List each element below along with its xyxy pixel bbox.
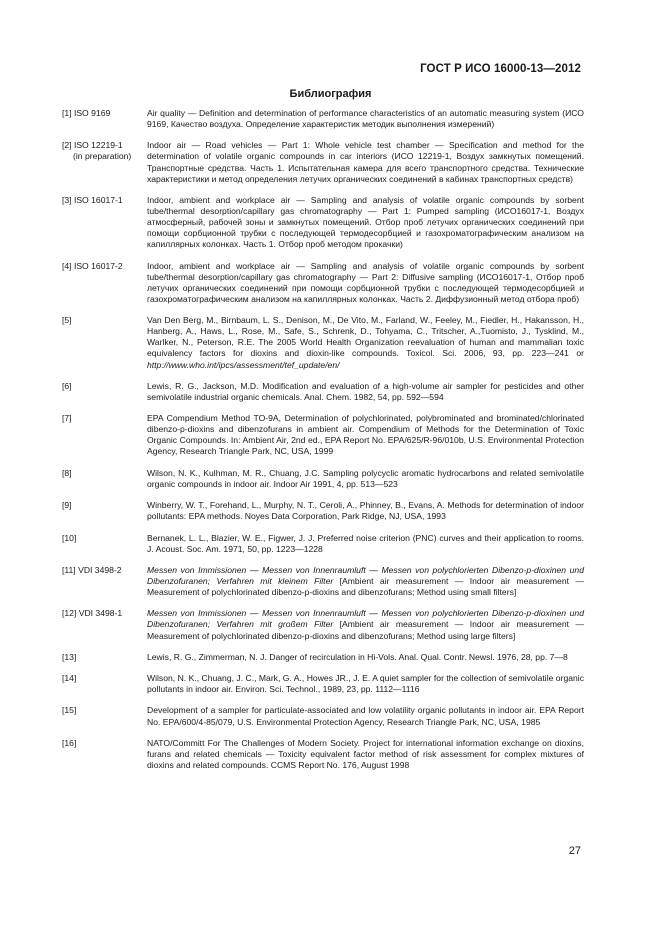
reference-text: Indoor air — Road vehicles — Part 1: Whole vehicle test chamber — Specification and method for the determination of volatile organic compounds in car interiors (ИСО 12219-1, Воздух замкнутых помещений. Транспортные средства. Часть 1. Испытательная камера для всего транспортного средства. Технические характеристики и метод определения летучих органических соединений в кабинах транспортных средств) <box>147 140 584 184</box>
page-number: 27 <box>568 845 581 857</box>
reference-italic-title: Messen von Immissionen — Messen von Innenraumluft — Messen von polychlorierten Dibenzo-p-dioxinen und Dibenzofuranen; Verfahren mit kleinem Filter <box>147 564 584 586</box>
reference-item <box>62 468 584 490</box>
reference-url-link[interactable]: http://www.who.int/ipcs/assessment/tef_update/en/ <box>147 359 340 370</box>
reference-italic-title: Messen von Immissionen — Messen von Innenraumluft — Messen von polychlorierten Dibenzo-p-dioxinen und Dibenzofuranen; Verfahren mit großem Filter <box>147 608 584 630</box>
reference-label: [4] ISO 16017-2 <box>62 260 123 271</box>
reference-item <box>62 195 584 250</box>
reference-item <box>62 108 584 130</box>
reference-item <box>62 140 584 184</box>
reference-label <box>62 140 147 184</box>
reference-text: Development of a sampler for particulate-associated and low volatility organic pollutants in indoor air. EPA Report No. EPA/600/4-85/079, U.S. Environmental Protection Agency, Research Triangle Park, NC, USA, 1985 <box>147 705 584 727</box>
reference-label-note: (in preparation) <box>73 151 132 162</box>
reference-label: [15] <box>62 705 77 716</box>
reference-label: [9] <box>62 500 72 511</box>
reference-label: [6] <box>62 380 72 391</box>
reference-text: Winberry, W. T., Forehand, L., Murphy, N. T., Ceroli, A., Phinney, B., Evans, A. Methods for determination of indoor pollutants: EPA methods. Noyes Data Corporation, Park Ridge, NJ, USA, 1993 <box>147 500 584 522</box>
reference-text: EPA Compendium Method TO-9A, Determination of polychlorinated, polybrominated and brominated/chlorinated dibenzo-p-dioxins and dibenzofurans in ambient air. Compendium of Methods for the Determination of Toxic Organic Compounds. In: Ambient Air, 2nd ed., EPA Report No. EPA/625/R-96/010b, U.S. Environmental Protection Agency, Research Triangle Park, NC, USA, 1999 <box>147 413 584 457</box>
reference-label-main: [2] ISO 12219-1 <box>62 140 123 151</box>
reference-label: [3] ISO 16017-1 <box>62 194 123 205</box>
reference-item <box>62 705 584 727</box>
section-title: Библиография <box>289 88 372 100</box>
reference-item <box>62 608 584 641</box>
reference-body: [Ambient air measurement — Indoor air measurement — Measurement of polychlorinated dibenzo-p-dioxins and dibenzofurans; Method using small filters] <box>147 575 584 598</box>
reference-label: [10] <box>62 532 77 543</box>
reference-item <box>62 381 584 403</box>
reference-item <box>62 738 584 771</box>
reference-body: Van Den Berg, M., Birnbaum, L. S., Denison, M., De Vito, M., Farland, W., Feeley, M., Fiedler, H., Hakansson, H., Hanberg, A., Haws, L., Rose, M., Safe, S., Schrenk, D., Tohyama, C., Tritscher, A.,Tuomisto, J., Tysklind, M., Warlker, N., Peterson, R.E. The 2005 World Health Organization reevaluation of human and mammalian toxic equivalency factors for dioxins and dioxin-like compounds. Toxicol. Sci. 2006, 93, pp. 223—241 or <box>147 315 584 359</box>
reference-body: [Ambient air measurement — Indoor air measurement — Measurement of polychlorinated dibenzo-p-dioxins and dibenzofurans; Method using large filters] <box>147 619 584 641</box>
reference-text: Lewis, R. G., Zimmerman, N. J. Danger of recirculation in Hi-Vols. Anal. Qual. Contr. Newsl. 1976, 28, pp. 7—8 <box>147 651 568 662</box>
reference-text: Bernanek, L. L., Blazier, W. E., Figwer, J. J. Preferred noise criterion (PNC) curves and their application to rooms. J. Acoust. Soc. Am. 1971, 50, pp. 1223—1228 <box>147 532 584 554</box>
reference-item <box>62 261 584 305</box>
reference-text: Air quality — Definition and determination of performance characteristics of an automatic measuring system (ИСО 9169, Качество воздуха. Определение характеристик методик выполнения измерений) <box>147 108 584 130</box>
reference-label: [16] <box>62 737 77 748</box>
reference-label: [12] VDI 3498-1 <box>62 608 123 619</box>
reference-text: NATO/Committ For The Challenges of Modern Society. Project for international information exchange on dioxins, furans and related chemicals — Toxicity equivalent factor method of risk assessment for complex mixtures of dioxins and related compounds. CCMS Report No. 176, August 1998 <box>147 737 584 771</box>
reference-label: [8] <box>62 467 72 478</box>
reference-text <box>147 608 584 641</box>
reference-label: [11] VDI 3498-2 <box>62 564 122 575</box>
reference-label: [5] <box>62 315 72 326</box>
reference-label: [14] <box>62 673 77 684</box>
reference-text <box>147 315 584 370</box>
reference-text <box>147 565 584 598</box>
reference-item <box>62 315 584 370</box>
reference-text: Indoor, ambient and workplace air — Sampling and analysis of volatile organic compounds by sorbent tube/thermal desorption/capillary gas chromatography — Part 2: Diffusive sampling (ИСО16017-1, Отбор проб летучих органических соединений при помощи сорбционной трубки с последующей термодесорбцией и газохроматографическим анализом на капиллярных колонках. Часть 2. Диффузионный метод отбора проб) <box>147 260 584 304</box>
reference-text: Wilson, N. K., Chuang, J. C., Mark, G. A., Howes JR., J. E. A quiet sampler for the collection of semivolatile organic pollutants in indoor air. Environ. Sci. Technol., 1989, 23, pp. 1112—1116 <box>147 673 584 695</box>
reference-label: [7] <box>62 413 72 424</box>
reference-text: Lewis, R. G., Jackson, M.D. Modification and evaluation of a high-volume air sampler for pesticides and other semivolatile industrial organic chemicals. Anal. Chem. 1982, 54, pp. 592—594 <box>147 380 584 402</box>
reference-label: [13] <box>62 651 77 662</box>
reference-item <box>62 500 584 522</box>
reference-item <box>62 652 584 663</box>
reference-item <box>62 413 584 457</box>
reference-item <box>62 533 584 555</box>
bibliography-list <box>62 108 584 781</box>
reference-text: Indoor, ambient and workplace air — Sampling and analysis of volatile organic compounds by sorbent tube/thermal desorption/capillary gas chromatography — Part 1: Pumped sampling (ИСО16017-1, Воздух атмосферный, рабочей зоны и замкнутых помещений. Отбор проб летучих органических соединений при помощи сорбционной трубки с последующей термодесорбцией и газохроматографическим анализом на капиллярных колонках. Часть 1. Отбор проб методом прокачки) <box>147 194 584 250</box>
reference-label: [1] ISO 9169 <box>62 108 111 118</box>
reference-item <box>62 565 584 598</box>
document-code: ГОСТ Р ИСО 16000-13—2012 <box>420 63 581 75</box>
reference-item <box>62 673 584 695</box>
reference-text: Wilson, N. K., Kulhman, M. R., Chuang, J.C. Sampling polycyclic aromatic hydrocarbons and related semivolatile organic compounds in indoor air. Indoor Air 1991, 4, pp. 513—523 <box>147 467 584 489</box>
